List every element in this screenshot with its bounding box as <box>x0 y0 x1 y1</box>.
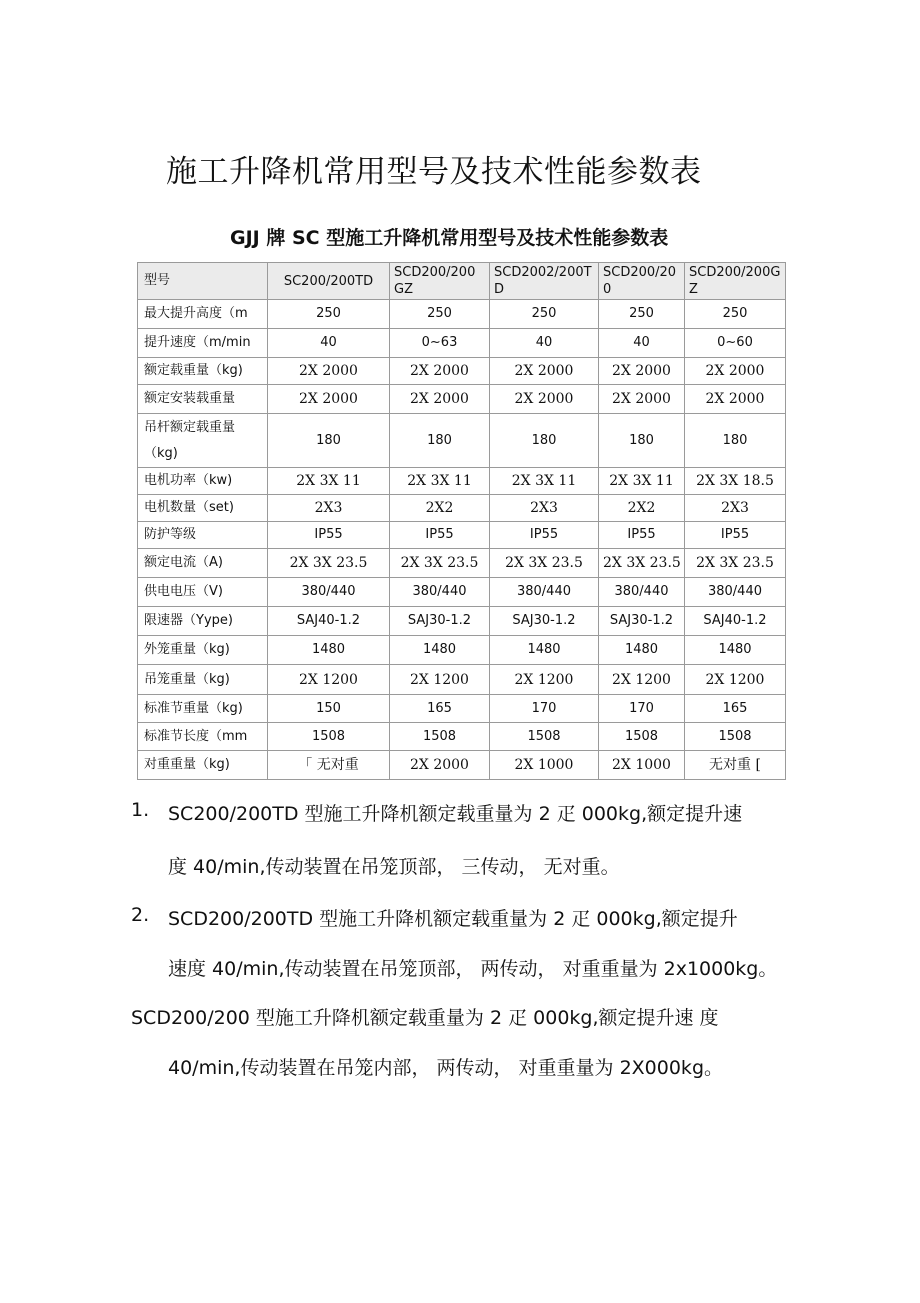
row-label-cell: 额定载重量（kg) <box>138 358 268 385</box>
value-cell: 380/440 <box>490 578 599 607</box>
value-cell: 2X3 <box>268 495 390 522</box>
row-label-cell: 额定安装载重量 <box>138 385 268 414</box>
value-cell: 250 <box>599 300 685 329</box>
value-cell: 2X 2000 <box>390 358 490 385</box>
note-1-line-1: SC200/200TD 型施工升降机额定载重量为 2 疋 000kg,额定提升速 <box>168 803 743 825</box>
value-cell: IP55 <box>490 522 599 549</box>
value-cell: 2X 2000 <box>685 385 786 414</box>
table-row <box>138 300 786 329</box>
value-cell: 2X 2000 <box>268 358 390 385</box>
note-1-line-2: 度 40/min,传动装置在吊笼顶部， 三传动， 无对重。 <box>168 856 620 878</box>
value-cell: 250 <box>490 300 599 329</box>
note-3-line-1: SCD200/200 型施工升降机额定载重量为 2 疋 000kg,额定提升速 度 <box>131 1007 719 1029</box>
value-cell: 1480 <box>268 636 390 665</box>
value-cell: 2X 3X 23.5 <box>390 549 490 578</box>
value-cell: 2X 1000 <box>599 751 685 780</box>
header-model-cell: SCD200/200GZ <box>685 263 786 300</box>
header-model-cell: SCD200/200 <box>599 263 685 300</box>
row-label-cell: 最大提升高度（m <box>138 300 268 329</box>
note-1-number: 1. <box>131 799 150 821</box>
table-row <box>138 385 786 414</box>
value-cell: 2X2 <box>390 495 490 522</box>
value-cell: 380/440 <box>268 578 390 607</box>
row-label-cell: 标准节重量（kg) <box>138 695 268 723</box>
value-cell: 2X 1200 <box>490 665 599 695</box>
value-cell: 1508 <box>490 723 599 751</box>
value-cell: 2X 3X 11 <box>390 468 490 495</box>
value-cell: 2X3 <box>685 495 786 522</box>
value-cell: 2X 1000 <box>490 751 599 780</box>
value-cell: 2X3 <box>490 495 599 522</box>
value-cell: 2X 2000 <box>685 358 786 385</box>
note-3-line-2: 40/min,传动装置在吊笼内部， 两传动， 对重重量为 2X000kg。 <box>168 1057 723 1079</box>
value-cell: 180 <box>685 414 786 468</box>
row-label-cell: 外笼重量（kg) <box>138 636 268 665</box>
value-cell: 2X 3X 18.5 <box>685 468 786 495</box>
value-cell: 1508 <box>685 723 786 751</box>
row-label-cell: 防护等级 <box>138 522 268 549</box>
value-cell: 1480 <box>599 636 685 665</box>
value-cell: 2X 2000 <box>390 751 490 780</box>
value-cell: 「 无对重 <box>268 751 390 780</box>
table-row <box>138 468 786 495</box>
value-cell: 180 <box>490 414 599 468</box>
value-cell: 40 <box>490 329 599 358</box>
value-cell: 2X 3X 23.5 <box>268 549 390 578</box>
value-cell: SAJ40-1.2 <box>685 607 786 636</box>
table-row <box>138 607 786 636</box>
value-cell: IP55 <box>599 522 685 549</box>
value-cell: IP55 <box>268 522 390 549</box>
table-row <box>138 522 786 549</box>
value-cell: 2X 1200 <box>685 665 786 695</box>
value-cell: 165 <box>685 695 786 723</box>
value-cell: 1508 <box>268 723 390 751</box>
note-2-line-2: 速度 40/min,传动装置在吊笼顶部， 两传动， 对重重量为 2x1000kg。 <box>168 958 778 980</box>
value-cell: IP55 <box>685 522 786 549</box>
table-row <box>138 329 786 358</box>
value-cell: 170 <box>490 695 599 723</box>
header-label-cell: 型号 <box>138 263 268 300</box>
value-cell: 180 <box>390 414 490 468</box>
value-cell: 180 <box>268 414 390 468</box>
table-row <box>138 495 786 522</box>
table-row <box>138 695 786 723</box>
value-cell: 2X 3X 11 <box>490 468 599 495</box>
value-cell: 2X 3X 23.5 <box>599 549 685 578</box>
value-cell: 1508 <box>599 723 685 751</box>
value-cell: SAJ30-1.2 <box>390 607 490 636</box>
value-cell: 2X 2000 <box>599 385 685 414</box>
value-cell: 1480 <box>490 636 599 665</box>
value-cell: 1480 <box>685 636 786 665</box>
row-label-cell: 对重重量（kg) <box>138 751 268 780</box>
value-cell: 2X 3X 11 <box>268 468 390 495</box>
table-title: GJJ 牌 SC 型施工升降机常用型号及技术性能参数表 <box>230 227 669 249</box>
value-cell: 250 <box>685 300 786 329</box>
value-cell: 40 <box>599 329 685 358</box>
value-cell: 1480 <box>390 636 490 665</box>
value-cell: 1508 <box>390 723 490 751</box>
header-model-cell: SCD2002/200TD <box>490 263 599 300</box>
value-cell: 无对重 [ <box>685 751 786 780</box>
value-cell: 2X 2000 <box>490 358 599 385</box>
value-cell: 380/440 <box>685 578 786 607</box>
value-cell: 2X 2000 <box>268 385 390 414</box>
header-model-cell: SCD200/200GZ <box>390 263 490 300</box>
row-label-cell: 标准节长度（mm <box>138 723 268 751</box>
value-cell: 380/440 <box>390 578 490 607</box>
note-2-line-1: SCD200/200TD 型施工升降机额定载重量为 2 疋 000kg,额定提升 <box>168 908 738 930</box>
value-cell: 380/440 <box>599 578 685 607</box>
value-cell: 170 <box>599 695 685 723</box>
value-cell: 2X 3X 23.5 <box>685 549 786 578</box>
row-label-cell: 供电电压（V) <box>138 578 268 607</box>
spec-table <box>137 262 786 780</box>
value-cell: 0~60 <box>685 329 786 358</box>
table-row <box>138 358 786 385</box>
table-row <box>138 414 786 468</box>
value-cell: 2X 1200 <box>390 665 490 695</box>
row-label-cell: 限速器（Yype) <box>138 607 268 636</box>
table-row <box>138 665 786 695</box>
row-label-cell: 额定电流（A) <box>138 549 268 578</box>
value-cell: SAJ30-1.2 <box>599 607 685 636</box>
table-row <box>138 636 786 665</box>
row-label-cell: 吊笼重量（kg) <box>138 665 268 695</box>
value-cell: SAJ40-1.2 <box>268 607 390 636</box>
value-cell: 2X 2000 <box>599 358 685 385</box>
value-cell: 2X 2000 <box>490 385 599 414</box>
row-label-cell: 电机功率（kw) <box>138 468 268 495</box>
table-row <box>138 723 786 751</box>
table-row <box>138 578 786 607</box>
value-cell: 2X 3X 23.5 <box>490 549 599 578</box>
value-cell: SAJ30-1.2 <box>490 607 599 636</box>
value-cell: 180 <box>599 414 685 468</box>
row-label-cell: 提升速度（m/min <box>138 329 268 358</box>
value-cell: 40 <box>268 329 390 358</box>
value-cell: 2X 2000 <box>390 385 490 414</box>
value-cell: 2X 3X 11 <box>599 468 685 495</box>
table-header-row <box>138 263 786 300</box>
value-cell: 250 <box>268 300 390 329</box>
value-cell: 2X 1200 <box>599 665 685 695</box>
value-cell: 165 <box>390 695 490 723</box>
value-cell: 250 <box>390 300 490 329</box>
header-model-cell: SC200/200TD <box>268 263 390 300</box>
table-row <box>138 751 786 780</box>
row-label-cell: 电机数量（set) <box>138 495 268 522</box>
value-cell: 2X 1200 <box>268 665 390 695</box>
note-2-number: 2. <box>131 904 150 926</box>
value-cell: 2X2 <box>599 495 685 522</box>
table-row <box>138 549 786 578</box>
value-cell: 0~63 <box>390 329 490 358</box>
value-cell: IP55 <box>390 522 490 549</box>
value-cell: 150 <box>268 695 390 723</box>
row-label-cell: 吊杆额定载重量（kg) <box>138 414 268 468</box>
page-title: 施工升降机常用型号及技术性能参数表 <box>166 154 702 190</box>
